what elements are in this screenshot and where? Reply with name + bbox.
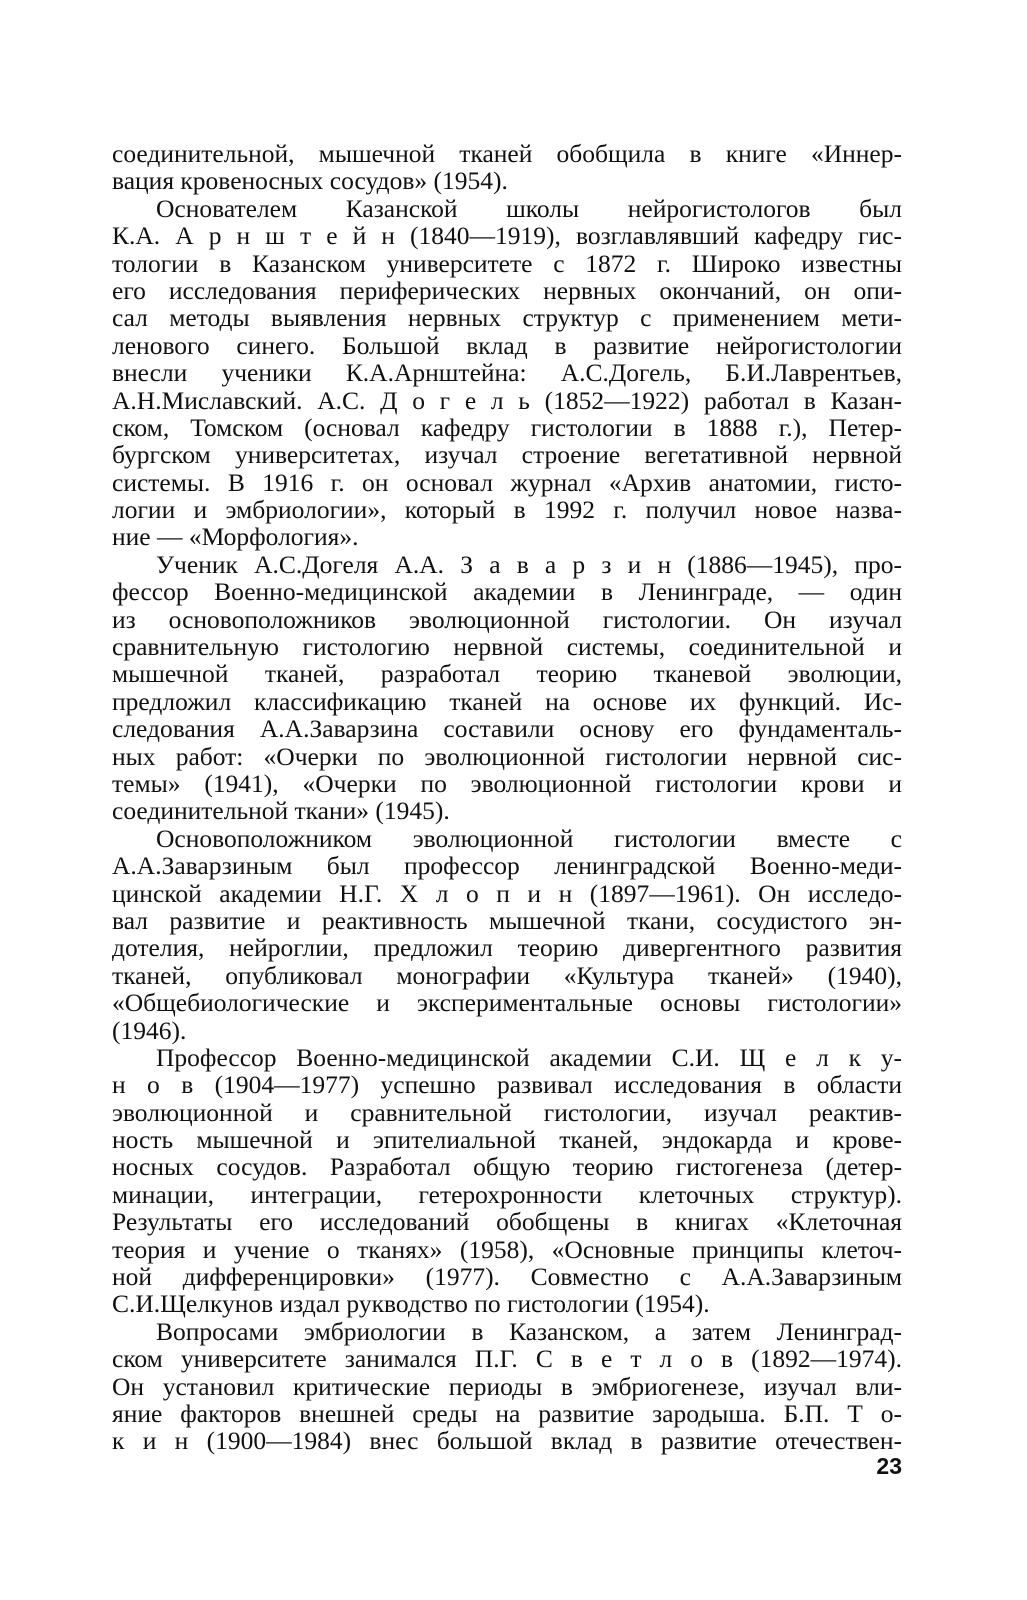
text-line: К.А. А р н ш т е й н (1840—1919), возглавлявший кафедру гис- (112, 221, 902, 251)
page-body (112, 140, 902, 1455)
text-line: сал методы выявления нервных структур с применением мети- (112, 303, 902, 333)
text-line: вация кровеносных сосудов» (1954). (112, 166, 508, 196)
text-line: носных сосудов. Разработал общую теорию гистогенеза (детер- (112, 1152, 902, 1182)
text-line: яние факторов внешней среды на развитие зародыша. Б.П. Т о- (112, 1398, 902, 1428)
text-line: соединительной ткани» (1945). (112, 796, 450, 826)
text-line: фессор Военно-медицинской академии в Ленинграде, — один (112, 577, 902, 607)
text-line: логии и эмбриологии», который в 1992 г. получил новое назва- (112, 495, 902, 525)
text-line: ных работ: «Очерки по эволюционной гистологии нервной сис- (112, 741, 902, 771)
text-line: цинской академии Н.Г. Х л о п и н (1897—1961). Он исследо- (112, 878, 902, 908)
text-line: Результаты его исследований обобщены в книгах «Клеточная (112, 1207, 902, 1237)
text-line: тологии в Казанском университете с 1872 г. Широко известны (112, 248, 902, 278)
text-line: «Общебиологические и экспериментальные основы гистологии» (112, 988, 902, 1018)
text-line: вал развитие и реактивность мышечной ткани, сосудистого эн- (112, 905, 902, 935)
page-number: 23 (876, 1453, 902, 1479)
text-line: ском университете занимался П.Г. С в е т л о в (1892—1974). (112, 1344, 902, 1374)
text-line: бургском университетах, изучал строение вегетативной нервной (112, 440, 902, 470)
text-line: предложил классификацию тканей на основе их функций. Ис- (112, 686, 902, 716)
text-line: дотелия, нейроглии, предложил теорию дивергентного развития (112, 933, 902, 963)
text-line: Вопросами эмбриологии в Казанском, а затем Ленинград- (156, 1316, 902, 1346)
text-line: теория и учение о тканях» (1958), «Основные принципы клеточ- (112, 1234, 902, 1264)
text-line: н о в (1904—1977) успешно развивал исследования в области (112, 1070, 902, 1100)
text-line: ние — «Морфология». (112, 522, 359, 552)
text-line: Ученик А.С.Догеля А.А. З а в а р з и н (1886—1945), про- (156, 549, 902, 579)
text-line: из основоположников эволюционной гистологии. Он изучал (112, 604, 902, 634)
text-line: соединительной, мышечной тканей обобщила в книге «Иннер- (112, 139, 902, 168)
text-line: ность мышечной и эпителиальной тканей, эндокарда и крове- (112, 1125, 902, 1155)
text-line: внесли ученики К.А.Арнштейна: А.С.Догель, Б.И.Лаврентьев, (112, 358, 902, 388)
text-line: тканей, опубликовал монографии «Культура тканей» (1940), (112, 960, 902, 990)
text-line: С.И.Щелкунов издал рукводство по гистологии (1954). (112, 1289, 710, 1319)
text-line: мышечной тканей, разработал теорию тканевой эволюции, (112, 659, 902, 689)
text-line: А.Н.Миславский. А.С. Д о г е л ь (1852—1922) работал в Казан- (112, 385, 902, 415)
text-line: Профессор Военно-медицинской академии С.И. Щ е л к у- (156, 1042, 902, 1072)
text-line: сравнительную гистологию нервной системы, соединительной и (112, 632, 902, 662)
text-line: Основателем Казанской школы нейрогистологов был (156, 193, 902, 223)
text-line: его исследования периферических нервных окончаний, он опи- (112, 275, 902, 305)
text-line: Он установил критические периоды в эмбриогенезе, изучал вли- (112, 1371, 902, 1401)
text-line: ском, Томском (основал кафедру гистологии в 1888 г.), Петер- (112, 412, 902, 442)
text-line: системы. В 1916 г. он основал журнал «Архив анатомии, гисто- (112, 467, 902, 497)
text-line: темы» (1941), «Очерки по эволюционной гистологии крови и (112, 768, 902, 798)
text-line: минации, интеграции, гетерохронности клеточных структур). (112, 1179, 902, 1209)
text-line: следования А.А.Заварзина составили основу его фундаменталь- (112, 714, 902, 744)
text-line: к и н (1900—1984) внес большой вклад в развитие отечествен- (112, 1426, 902, 1456)
text-line: (1946). (112, 1015, 187, 1045)
text-line: А.А.Заварзиным был профессор ленинградской Военно-меди- (112, 851, 902, 881)
text-line: Основоположником эволюционной гистологии вместе с (156, 823, 902, 853)
text-line: ной дифференцировки» (1977). Совместно с А.А.Заварзиным (112, 1262, 902, 1292)
text-line: ленового синего. Большой вклад в развитие нейрогистологии (112, 330, 902, 360)
text-line: эволюционной и сравнительной гистологии, изучал реактив- (112, 1097, 902, 1127)
